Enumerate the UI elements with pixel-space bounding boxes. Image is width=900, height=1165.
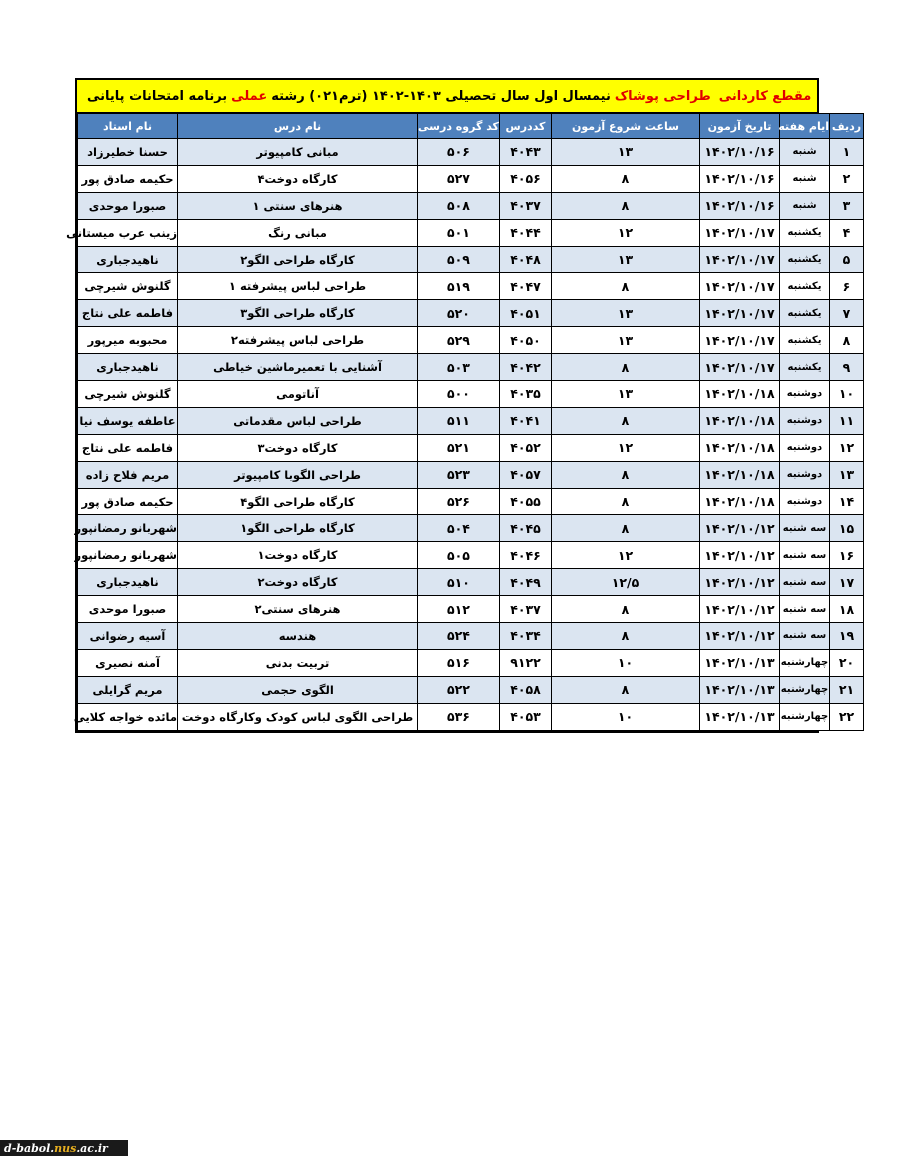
- exam-date: ۱۴۰۲/۱۰/۱۶: [700, 165, 780, 192]
- table-row: [78, 515, 864, 542]
- exam-start-time: ۸: [552, 273, 700, 300]
- course-code: ۴۰۴۳: [500, 139, 552, 166]
- course-code: ۴۰۴۷: [500, 273, 552, 300]
- course-group-code: ۵۲۳: [418, 461, 500, 488]
- exam-date: ۱۴۰۲/۱۰/۱۳: [700, 703, 780, 730]
- course-code: ۴۰۴۸: [500, 246, 552, 273]
- exam-date: ۱۴۰۲/۱۰/۱۶: [700, 192, 780, 219]
- course-name: آناتومی: [178, 381, 418, 408]
- course-name: کارگاه دوخت۳: [178, 434, 418, 461]
- teacher-name: ناهیدجباری: [78, 246, 178, 273]
- table-row: [78, 434, 864, 461]
- title-highlight-practical: عملی: [231, 88, 268, 104]
- course-code: ۴۰۵۸: [500, 676, 552, 703]
- table-row: [78, 676, 864, 703]
- column-header: ردیف: [830, 114, 864, 139]
- column-header: نام استاد: [78, 114, 178, 139]
- course-code: ۴۰۵۲: [500, 434, 552, 461]
- row-number: ۸: [830, 327, 864, 354]
- row-number: ۲۰: [830, 649, 864, 676]
- course-group-code: ۵۳۶: [418, 703, 500, 730]
- row-number: ۴: [830, 219, 864, 246]
- exam-date: ۱۴۰۲/۱۰/۱۲: [700, 623, 780, 650]
- row-number: ۱۶: [830, 542, 864, 569]
- row-number: ۱۵: [830, 515, 864, 542]
- exam-day: چهارشنبه: [780, 703, 830, 730]
- row-number: ۲۱: [830, 676, 864, 703]
- row-number: ۵: [830, 246, 864, 273]
- course-name: کارگاه طراحی الگو۲: [178, 246, 418, 273]
- exam-day: یکشنبه: [780, 354, 830, 381]
- table-row: [78, 407, 864, 434]
- course-name: کارگاه دوخت۴: [178, 165, 418, 192]
- table-row: [78, 703, 864, 730]
- exam-start-time: ۱۳: [552, 327, 700, 354]
- exam-date: ۱۴۰۲/۱۰/۱۲: [700, 515, 780, 542]
- exam-start-time: ۸: [552, 461, 700, 488]
- exam-start-time: ۸: [552, 407, 700, 434]
- course-group-code: ۵۰۵: [418, 542, 500, 569]
- exam-start-time: ۸: [552, 515, 700, 542]
- teacher-name: مریم گرایلی: [78, 676, 178, 703]
- course-code: ۴۰۴۵: [500, 515, 552, 542]
- table-row: [78, 165, 864, 192]
- course-code: ۴۰۵۵: [500, 488, 552, 515]
- exam-date: ۱۴۰۲/۱۰/۱۷: [700, 273, 780, 300]
- exam-start-time: ۱۰: [552, 649, 700, 676]
- course-name: هنرهای سنتی۲: [178, 596, 418, 623]
- teacher-name: فاطمه علی نتاج: [78, 300, 178, 327]
- exam-date: ۱۴۰۲/۱۰/۱۷: [700, 300, 780, 327]
- exam-start-time: ۱۲/۵: [552, 569, 700, 596]
- exam-start-time: ۸: [552, 676, 700, 703]
- schedule-title: [77, 80, 817, 113]
- course-name: آشنایی با تعمیرماشین خیاطی: [178, 354, 418, 381]
- table-body: [66, 139, 864, 731]
- exam-day: یکشنبه: [780, 273, 830, 300]
- course-group-code: ۵۲۱: [418, 434, 500, 461]
- table-row: [78, 461, 864, 488]
- column-header: تاریخ آزمون: [700, 114, 780, 139]
- row-number: ۱۹: [830, 623, 864, 650]
- teacher-name: گلنوش شیرچی: [78, 273, 178, 300]
- table-row: [78, 246, 864, 273]
- course-group-code: ۵۱۶: [418, 649, 500, 676]
- table-row: [78, 596, 864, 623]
- exam-date: ۱۴۰۲/۱۰/۱۳: [700, 676, 780, 703]
- course-name: الگوی حجمی: [178, 676, 418, 703]
- exam-start-time: ۱۲: [552, 542, 700, 569]
- course-code: ۴۰۵۰: [500, 327, 552, 354]
- exam-date: ۱۴۰۲/۱۰/۱۶: [700, 139, 780, 166]
- row-number: ۱۱: [830, 407, 864, 434]
- course-code: ۴۰۳۷: [500, 192, 552, 219]
- exam-start-time: ۱۳: [552, 139, 700, 166]
- teacher-name: شهربانو رمضانپور: [78, 515, 178, 542]
- course-group-code: ۵۰۰: [418, 381, 500, 408]
- course-code: ۴۰۴۶: [500, 542, 552, 569]
- exam-day: سه شنبه: [780, 596, 830, 623]
- teacher-name: فاطمه علی نتاج: [78, 434, 178, 461]
- title-highlight-major: طراحی پوشاک: [614, 88, 711, 104]
- teacher-name: عاطفه یوسف نیا: [78, 407, 178, 434]
- table-row: [78, 649, 864, 676]
- table-row: [78, 381, 864, 408]
- course-group-code: ۵۰۶: [418, 139, 500, 166]
- table-row: [78, 139, 864, 166]
- table-row: [78, 192, 864, 219]
- exam-day: سه شنبه: [780, 623, 830, 650]
- table-row: [78, 569, 864, 596]
- course-group-code: ۵۱۰: [418, 569, 500, 596]
- row-number: ۹: [830, 354, 864, 381]
- exam-start-time: ۸: [552, 488, 700, 515]
- course-group-code: ۵۱۲: [418, 596, 500, 623]
- course-name: کارگاه طراحی الگو۱: [178, 515, 418, 542]
- course-code: ۴۰۴۲: [500, 354, 552, 381]
- site-watermark: d-babol. nus .ac.ir: [0, 1140, 128, 1156]
- exam-day: یکشنبه: [780, 219, 830, 246]
- row-number: ۱۴: [830, 488, 864, 515]
- exam-date: ۱۴۰۲/۱۰/۱۷: [700, 354, 780, 381]
- exam-day: سه شنبه: [780, 569, 830, 596]
- exam-date: ۱۴۰۲/۱۰/۱۲: [700, 569, 780, 596]
- exam-day: شنبه: [780, 139, 830, 166]
- course-name: کارگاه دوخت۱: [178, 542, 418, 569]
- exam-date: ۱۴۰۲/۱۰/۱۸: [700, 434, 780, 461]
- table-row: [78, 273, 864, 300]
- course-code: ۴۰۴۴: [500, 219, 552, 246]
- row-number: ۷: [830, 300, 864, 327]
- exam-start-time: ۱۳: [552, 381, 700, 408]
- table-row: [78, 300, 864, 327]
- teacher-name: صبورا موحدی: [78, 192, 178, 219]
- exam-date: ۱۴۰۲/۱۰/۱۷: [700, 219, 780, 246]
- course-group-code: ۵۲۴: [418, 623, 500, 650]
- teacher-name: ناهیدجباری: [78, 569, 178, 596]
- exam-day: دوشنبه: [780, 407, 830, 434]
- table-row: [78, 354, 864, 381]
- teacher-name: محبوبه میرپور: [78, 327, 178, 354]
- table-row: [78, 488, 864, 515]
- course-group-code: ۵۲۰: [418, 300, 500, 327]
- exam-day: دوشنبه: [780, 461, 830, 488]
- teacher-name: آمنه نصیری: [78, 649, 178, 676]
- course-code: ۴۰۵۱: [500, 300, 552, 327]
- teacher-name: زینب عرب میستانی: [78, 219, 178, 246]
- teacher-name: مریم فلاح زاده: [78, 461, 178, 488]
- course-code: ۴۰۵۶: [500, 165, 552, 192]
- course-code: ۴۰۵۷: [500, 461, 552, 488]
- title-part2: نیمسال اول سال تحصیلی ۱۴۰۳-۱۴۰۲ (ترم۰۲۱) رشته: [271, 88, 611, 104]
- exam-date: ۱۴۰۲/۱۰/۱۷: [700, 327, 780, 354]
- exam-date: ۱۴۰۲/۱۰/۱۳: [700, 649, 780, 676]
- exam-start-time: ۱۳: [552, 246, 700, 273]
- exam-date: ۱۴۰۲/۱۰/۱۸: [700, 488, 780, 515]
- exam-date: ۱۴۰۲/۱۰/۱۷: [700, 246, 780, 273]
- row-number: ۱۰: [830, 381, 864, 408]
- course-code: ۴۰۳۴: [500, 623, 552, 650]
- course-name: طراحی لباس پیشرفته ۱: [178, 273, 418, 300]
- exam-day: چهارشنبه: [780, 649, 830, 676]
- course-name: هندسه: [178, 623, 418, 650]
- exam-start-time: ۸: [552, 192, 700, 219]
- title-part1: برنامه امتحانات پایانی: [87, 88, 228, 104]
- table-row: [78, 219, 864, 246]
- exam-table: [66, 113, 864, 731]
- table-row: [78, 542, 864, 569]
- row-number: ۳: [830, 192, 864, 219]
- course-name: تربیت بدنی: [178, 649, 418, 676]
- course-name: مبانی کامپیوتر: [178, 139, 418, 166]
- row-number: ۱: [830, 139, 864, 166]
- course-group-code: ۵۲۲: [418, 676, 500, 703]
- course-group-code: ۵۲۷: [418, 165, 500, 192]
- course-code: ۴۰۴۱: [500, 407, 552, 434]
- exam-day: دوشنبه: [780, 381, 830, 408]
- exam-start-time: ۸: [552, 596, 700, 623]
- row-number: ۱۷: [830, 569, 864, 596]
- teacher-name: گلنوش شیرچی: [78, 381, 178, 408]
- exam-start-time: ۸: [552, 623, 700, 650]
- exam-schedule-sheet: [66, 78, 862, 733]
- exam-date: ۱۴۰۲/۱۰/۱۸: [700, 381, 780, 408]
- row-number: ۶: [830, 273, 864, 300]
- course-name: هنرهای سنتی ۱: [178, 192, 418, 219]
- table-header-row: [78, 114, 864, 139]
- row-number: ۱۸: [830, 596, 864, 623]
- exam-day: شنبه: [780, 165, 830, 192]
- exam-day: سه شنبه: [780, 515, 830, 542]
- exam-start-time: ۱۳: [552, 300, 700, 327]
- column-header: ساعت شروع آزمون: [552, 114, 700, 139]
- course-code: ۴۰۳۵: [500, 381, 552, 408]
- course-name: طراحی لباس مقدماتی: [178, 407, 418, 434]
- course-group-code: ۵۰۳: [418, 354, 500, 381]
- exam-start-time: ۱۲: [552, 219, 700, 246]
- exam-date: ۱۴۰۲/۱۰/۱۸: [700, 407, 780, 434]
- title-highlight-level: مقطع کاردانی: [718, 88, 812, 104]
- course-group-code: ۵۱۱: [418, 407, 500, 434]
- exam-day: یکشنبه: [780, 327, 830, 354]
- course-group-code: ۵۲۹: [418, 327, 500, 354]
- exam-start-time: ۸: [552, 354, 700, 381]
- course-code: ۹۱۲۲: [500, 649, 552, 676]
- exam-day: چهارشنبه: [780, 676, 830, 703]
- exam-day: شنبه: [780, 192, 830, 219]
- exam-day: یکشنبه: [780, 246, 830, 273]
- teacher-name: حکیمه صادق پور: [78, 165, 178, 192]
- table-row: [78, 327, 864, 354]
- row-number: ۱۳: [830, 461, 864, 488]
- course-name: مبانی رنگ: [178, 219, 418, 246]
- teacher-name: حسنا خطیرزاد: [78, 139, 178, 166]
- teacher-name: مائده خواجه کلایی: [78, 703, 178, 730]
- exam-date: ۱۴۰۲/۱۰/۱۲: [700, 542, 780, 569]
- course-group-code: ۵۰۹: [418, 246, 500, 273]
- exam-date: ۱۴۰۲/۱۰/۱۸: [700, 461, 780, 488]
- course-name: طراحی لباس پیشرفته۲: [178, 327, 418, 354]
- exam-day: سه شنبه: [780, 542, 830, 569]
- column-header: کددرس: [500, 114, 552, 139]
- course-group-code: ۵۲۶: [418, 488, 500, 515]
- course-name: کارگاه طراحی الگو۴: [178, 488, 418, 515]
- course-name: کارگاه دوخت۲: [178, 569, 418, 596]
- exam-start-time: ۱۰: [552, 703, 700, 730]
- exam-start-time: ۸: [552, 165, 700, 192]
- course-code: ۴۰۴۹: [500, 569, 552, 596]
- course-code: ۴۰۳۷: [500, 596, 552, 623]
- course-group-code: ۵۰۸: [418, 192, 500, 219]
- row-number: ۲: [830, 165, 864, 192]
- exam-day: یکشنبه: [780, 300, 830, 327]
- teacher-name: آسیه رضوانی: [78, 623, 178, 650]
- teacher-name: حکیمه صادق پور: [78, 488, 178, 515]
- column-header: نام درس: [178, 114, 418, 139]
- column-header: ایام هفته: [780, 114, 830, 139]
- exam-day: دوشنبه: [780, 434, 830, 461]
- course-name: طراحی الگوی لباس کودک وکارگاه دوخت: [178, 703, 418, 730]
- course-group-code: ۵۱۹: [418, 273, 500, 300]
- teacher-name: شهربانو رمضانپور: [78, 542, 178, 569]
- course-name: کارگاه طراحی الگو۳: [178, 300, 418, 327]
- row-number: ۱۲: [830, 434, 864, 461]
- course-code: ۴۰۵۳: [500, 703, 552, 730]
- course-group-code: ۵۰۱: [418, 219, 500, 246]
- course-group-code: ۵۰۴: [418, 515, 500, 542]
- exam-start-time: ۱۲: [552, 434, 700, 461]
- teacher-name: ناهیدجباری: [78, 354, 178, 381]
- exam-date: ۱۴۰۲/۱۰/۱۲: [700, 596, 780, 623]
- exam-day: دوشنبه: [780, 488, 830, 515]
- teacher-name: صبورا موحدی: [78, 596, 178, 623]
- table-row: [78, 623, 864, 650]
- row-number: ۲۲: [830, 703, 864, 730]
- column-header: کد گروه درسی: [418, 114, 500, 139]
- course-name: طراحی الگوبا کامپیوتر: [178, 461, 418, 488]
